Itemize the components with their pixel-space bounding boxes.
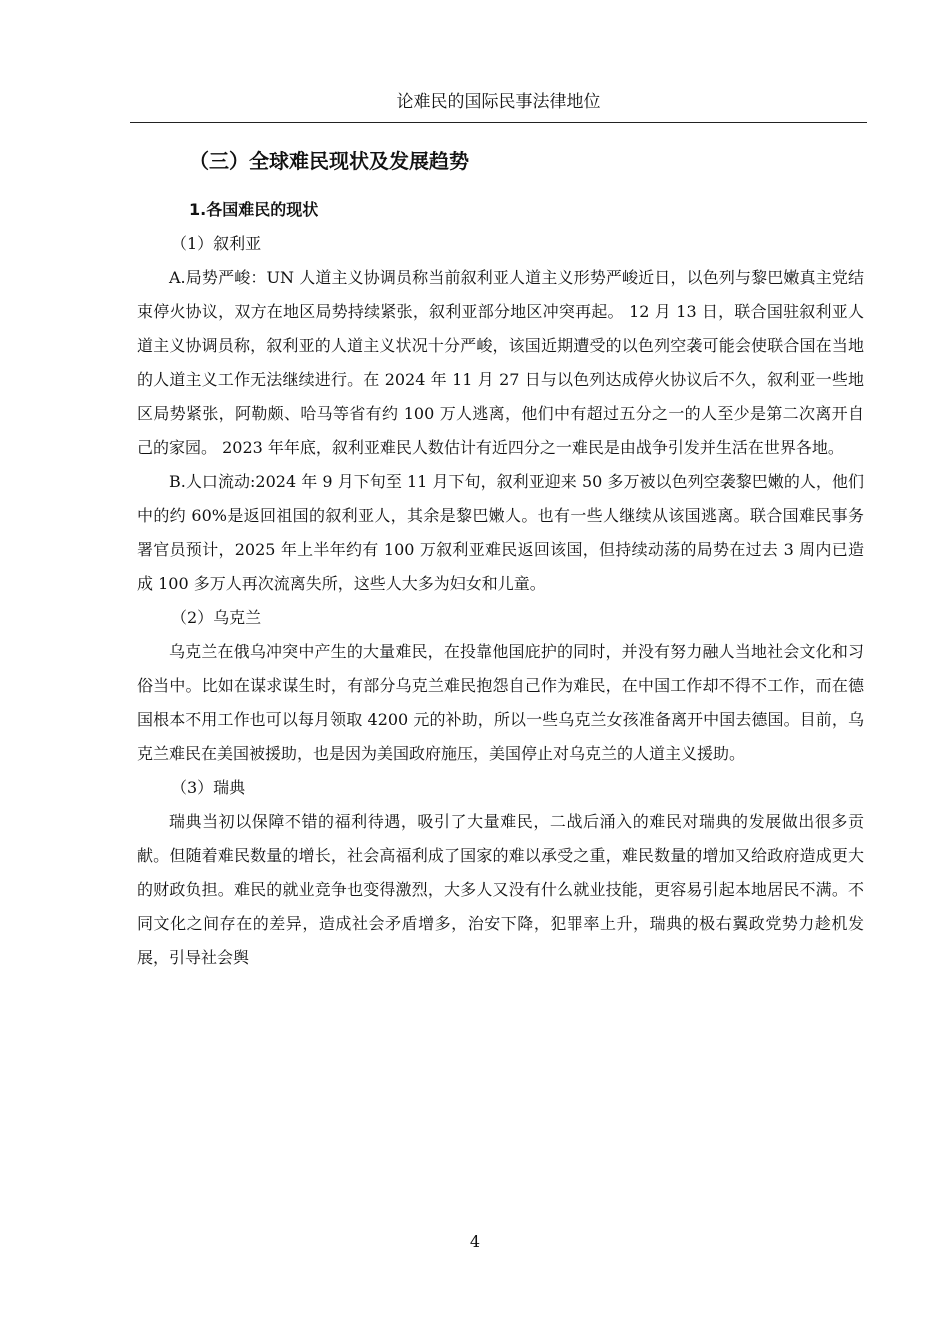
ukraine-heading: （2）乌克兰: [171, 608, 262, 627]
page-number: 4: [469, 1232, 481, 1251]
section-heading: （三）全球难民现状及发展趋势: [189, 149, 469, 173]
header-title: 论难民的国际民事法律地位: [396, 92, 601, 112]
page-body: [137, 145, 864, 975]
syria-heading: （1）叙利亚: [171, 234, 262, 253]
subsection-heading: 1.各国难民的现状: [189, 200, 319, 219]
sweden-heading: （3）瑞典: [171, 778, 246, 797]
page-header: [130, 92, 867, 123]
sweden-paragraph: 瑞典当初以保障不错的福利待遇，吸引了大量难民，二战后涌入的难民对瑞典的发展做出很多贡献。但随着难民数量的增长，社会高福利成了国家的难以承受之重，难民数量的增加又给政府造成更大的财政负担。难民的就业竞争也变得激烈，大多人又没有什么就业技能，更容易引起本地居民不满。不同文化之间存在的差异，造成社会矛盾增多，治安下降，犯罪率上升，瑞典的极右翼政党势力趁机发展，引导社会舆: [137, 812, 864, 967]
syria-paragraph-a: A.局势严峻：UN 人道主义协调员称当前叙利亚人道主义形势严峻近日，以色列与黎巴嫩真主党结束停火协议，双方在地区局势持续紧张，叙利亚部分地区冲突再起。 12 月 13 日，联合国驻叙利亚人道主义协调员称，叙利亚的人道主义状况十分严峻，该国近期遭受的以色列空袭可能会使联合国在当地的人道主义工作无法继续进行。在 2024 年 11 月 27 日与以色列达成停火协议后不久，叙利亚一些地区局势紧张，阿勒颇、哈马等省有约 100 万人逃离，他们中有超过五分之一的人至少是第二次离开自己的家园。 2023 年年底，叙利亚难民人数估计有近四分之一难民是由战争引发并生活在世界各地。: [137, 268, 864, 457]
ukraine-paragraph: 乌克兰在俄乌冲突中产生的大量难民，在投靠他国庇护的同时，并没有努力融人当地社会文化和习俗当中。比如在谋求谋生时，有部分乌克兰难民抱怨自己作为难民，在中国工作却不得不工作，而在德国根本不用工作也可以每月领取 4200 元的补助，所以一些乌克兰女孩准备离开中国去德国。目前，乌克兰难民在美国被援助，也是因为美国政府施压，美国停止对乌克兰的人道主义援助。: [137, 642, 864, 763]
syria-paragraph-b: B.人口流动:2024 年 9 月下旬至 11 月下旬，叙利亚迎来 50 多万被以色列空袭黎巴嫩的人，他们中的约 60%是返回祖国的叙利亚人，其余是黎巴嫩人。也有一些人继续从该国逃离。联合国难民事务署官员预计，2025 年上半年约有 100 万叙利亚难民返回该国，但持续动荡的局势在过去 3 周内已造成 100 多万人再次流离失所，这些人大多为妇女和儿童。: [137, 472, 864, 593]
